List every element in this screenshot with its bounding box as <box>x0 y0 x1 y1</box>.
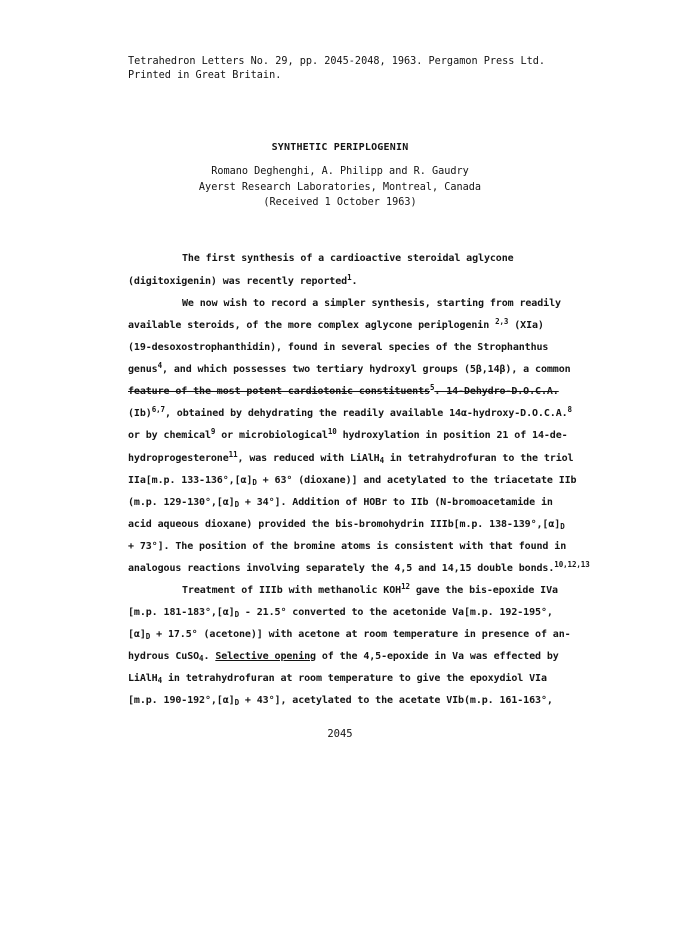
body-line: hydrous CuSO$_4$. Selective opening of the 4,5-epoxide in Va was effected by <box>128 651 559 663</box>
body-line: hydroprogesterone$^{11}$, was reduced with LiAlH$_4$ in tetrahydrofuran to the triol <box>128 450 574 465</box>
body-line: LiAlH$_4$ in tetrahydrofuran at room temperature to give the epoxydiol VIa <box>128 673 547 685</box>
reference-superscript: 2,3 <box>495 317 509 326</box>
body-line: acid aqueous dioxane) provided the bis-bromohydrin IIIb[m.p. $138-139^\circ,[\alpha]_D$ <box>128 519 565 531</box>
reference-superscript: 11 <box>228 450 238 459</box>
body-line: $(Ib)^{6,7}$, obtained by dehydrating the readily available 14α-hydroxy-D.O.C.A.$^8$ <box>128 405 572 419</box>
body-line: Treatment of IIIb with methanolic KOH$^{12}$ gave the bis-epoxide IVa <box>182 582 558 596</box>
affiliation: Ayerst Research Laboratories, Montreal, Canada <box>198 182 482 193</box>
body-line: (19-desoxostrophanthidin), found in several species of the Strophanthus <box>128 342 549 353</box>
reference-superscript: 6,7 <box>151 405 165 414</box>
body-line: IIa[m.p. $133-136^\circ,[\alpha]_D + 63^\circ$ (dioxane)] and acetylated to the triacetate IIb <box>128 475 577 487</box>
page-number: 2045 <box>327 728 353 740</box>
article-title: SYNTHETIC PERIPLOGENIN <box>271 142 409 153</box>
printer-line: Printed in Great Britain. <box>128 70 282 81</box>
body-line: The first synthesis of a cardioactive steroidal aglycone <box>182 253 514 264</box>
body-line: [m.p. $190-192^\circ,[\alpha]_D + 43^\circ$], acetylated to the acetate VIb(m.p. 161-163°, <box>128 695 553 707</box>
body-line: feature of the most potent cardiotonic constituents$^5$. 14-Dehydro-D.O.C.A. <box>128 383 559 397</box>
reference-superscript: 1 <box>347 273 352 282</box>
reference-superscript: 10 <box>327 427 337 436</box>
reference-superscript: 5 <box>429 383 435 392</box>
received-date: (Received 1 October 1963) <box>263 197 417 208</box>
reference-superscript: 8 <box>567 405 572 414</box>
reference-superscript: 4 <box>157 361 163 370</box>
journal-header <box>128 55 545 83</box>
body-line: analogous reactions involving separately the 4,5 and 14,15 double bonds.$^{10,12,13}$ <box>128 560 590 574</box>
body-line: (m.p. $129-130^\circ,[\alpha]_D + 34^\circ$]. Addition of HOBr to IIb (N-bromoacetamide in <box>128 497 553 509</box>
body-line: genus$^4$, and which possesses two tertiary hydroxyl groups (5β,14β), a common <box>128 361 571 375</box>
reference-superscript: 10,12,13 <box>554 560 590 569</box>
body-line: available steroids, of the more complex aglycone periplogenin $^{2,3}$ (XIa) <box>128 317 544 331</box>
reference-superscript: 9 <box>210 427 216 436</box>
reference-superscript: 12 <box>401 582 410 591</box>
authors: Romano Deghenghi, A. Philipp and R. Gaudry <box>211 166 469 177</box>
body-line: $[\alpha]_D + 17.5^\circ$ (acetone)] with acetone at room temperature in presence of an- <box>128 629 571 641</box>
citation-line: Tetrahedron Letters No. 29, pp. 2045-2048, 1963. Pergamon Press Ltd. <box>128 56 546 67</box>
body-line: We now wish to record a simpler synthesis, starting from readily <box>182 298 561 309</box>
body-line: [m.p. $181-183^\circ,[\alpha]_D - 21.5^\circ$ converted to the acetonide Va[m.p. 192-195°, <box>128 607 553 619</box>
body-line: + 73°]. The position of the bromine atoms is consistent with that found in <box>128 541 567 552</box>
body-line: (digitoxigenin) was recently reported$^1$. <box>128 273 358 287</box>
body-line: or by chemical$^9$ or microbiological$^{10}$ hydroxylation in position 21 of 14-de- <box>128 427 568 441</box>
